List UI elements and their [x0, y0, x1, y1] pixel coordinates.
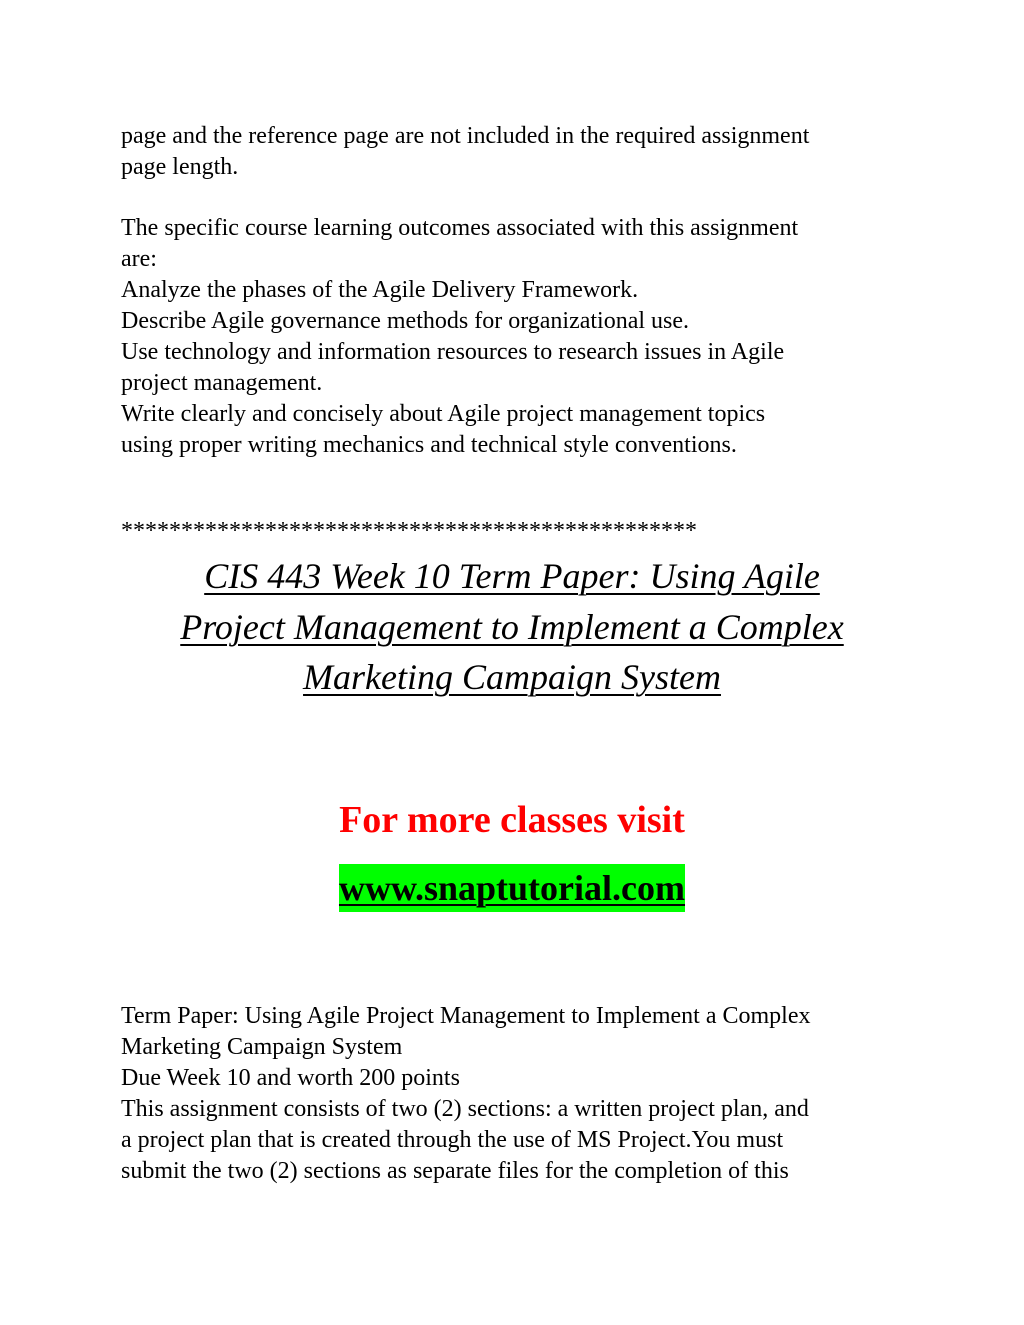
title-line-1: CIS 443 Week 10 Term Paper: Using Agile [204, 556, 820, 596]
outcomes-line-5: Use technology and information resources to research issues in Agile [121, 339, 785, 365]
separator-stars: ************************************************ [121, 518, 697, 544]
intro-line-2: page length. [121, 154, 239, 180]
outcomes-line-1: The specific course learning outcomes associated with this assignment [121, 215, 799, 241]
title-line-3: Marketing Campaign System [303, 657, 721, 697]
outcomes-line-6: project management. [121, 370, 323, 396]
promo-link[interactable]: www.snaptutorial.com [339, 864, 685, 912]
outcomes-line-2: are: [121, 246, 157, 272]
body-line-2: Marketing Campaign System [121, 1034, 403, 1060]
outcomes-line-8: using proper writing mechanics and technical style conventions. [121, 432, 737, 458]
body-line-6: submit the two (2) sections as separate files for the completion of this [121, 1158, 789, 1184]
outcomes-line-4: Describe Agile governance methods for organizational use. [121, 308, 690, 334]
outcomes-line-7: Write clearly and concisely about Agile project management topics [121, 401, 766, 427]
title-line-2: Project Management to Implement a Complex [180, 607, 844, 647]
body-line-3: Due Week 10 and worth 200 points [121, 1065, 460, 1091]
promo-text: For more classes visit [339, 799, 685, 841]
promo-link-wrap [0, 864, 1024, 912]
outcomes-line-3: Analyze the phases of the Agile Delivery Framework. [121, 277, 639, 303]
body-line-1: Term Paper: Using Agile Project Management to Implement a Complex [121, 1003, 811, 1029]
intro-line-1: page and the reference page are not included in the required assignment [121, 123, 810, 149]
body-line-5: a project plan that is created through the use of MS Project.You must [121, 1127, 784, 1153]
body-line-4: This assignment consists of two (2) sections: a written project plan, and [121, 1096, 809, 1122]
